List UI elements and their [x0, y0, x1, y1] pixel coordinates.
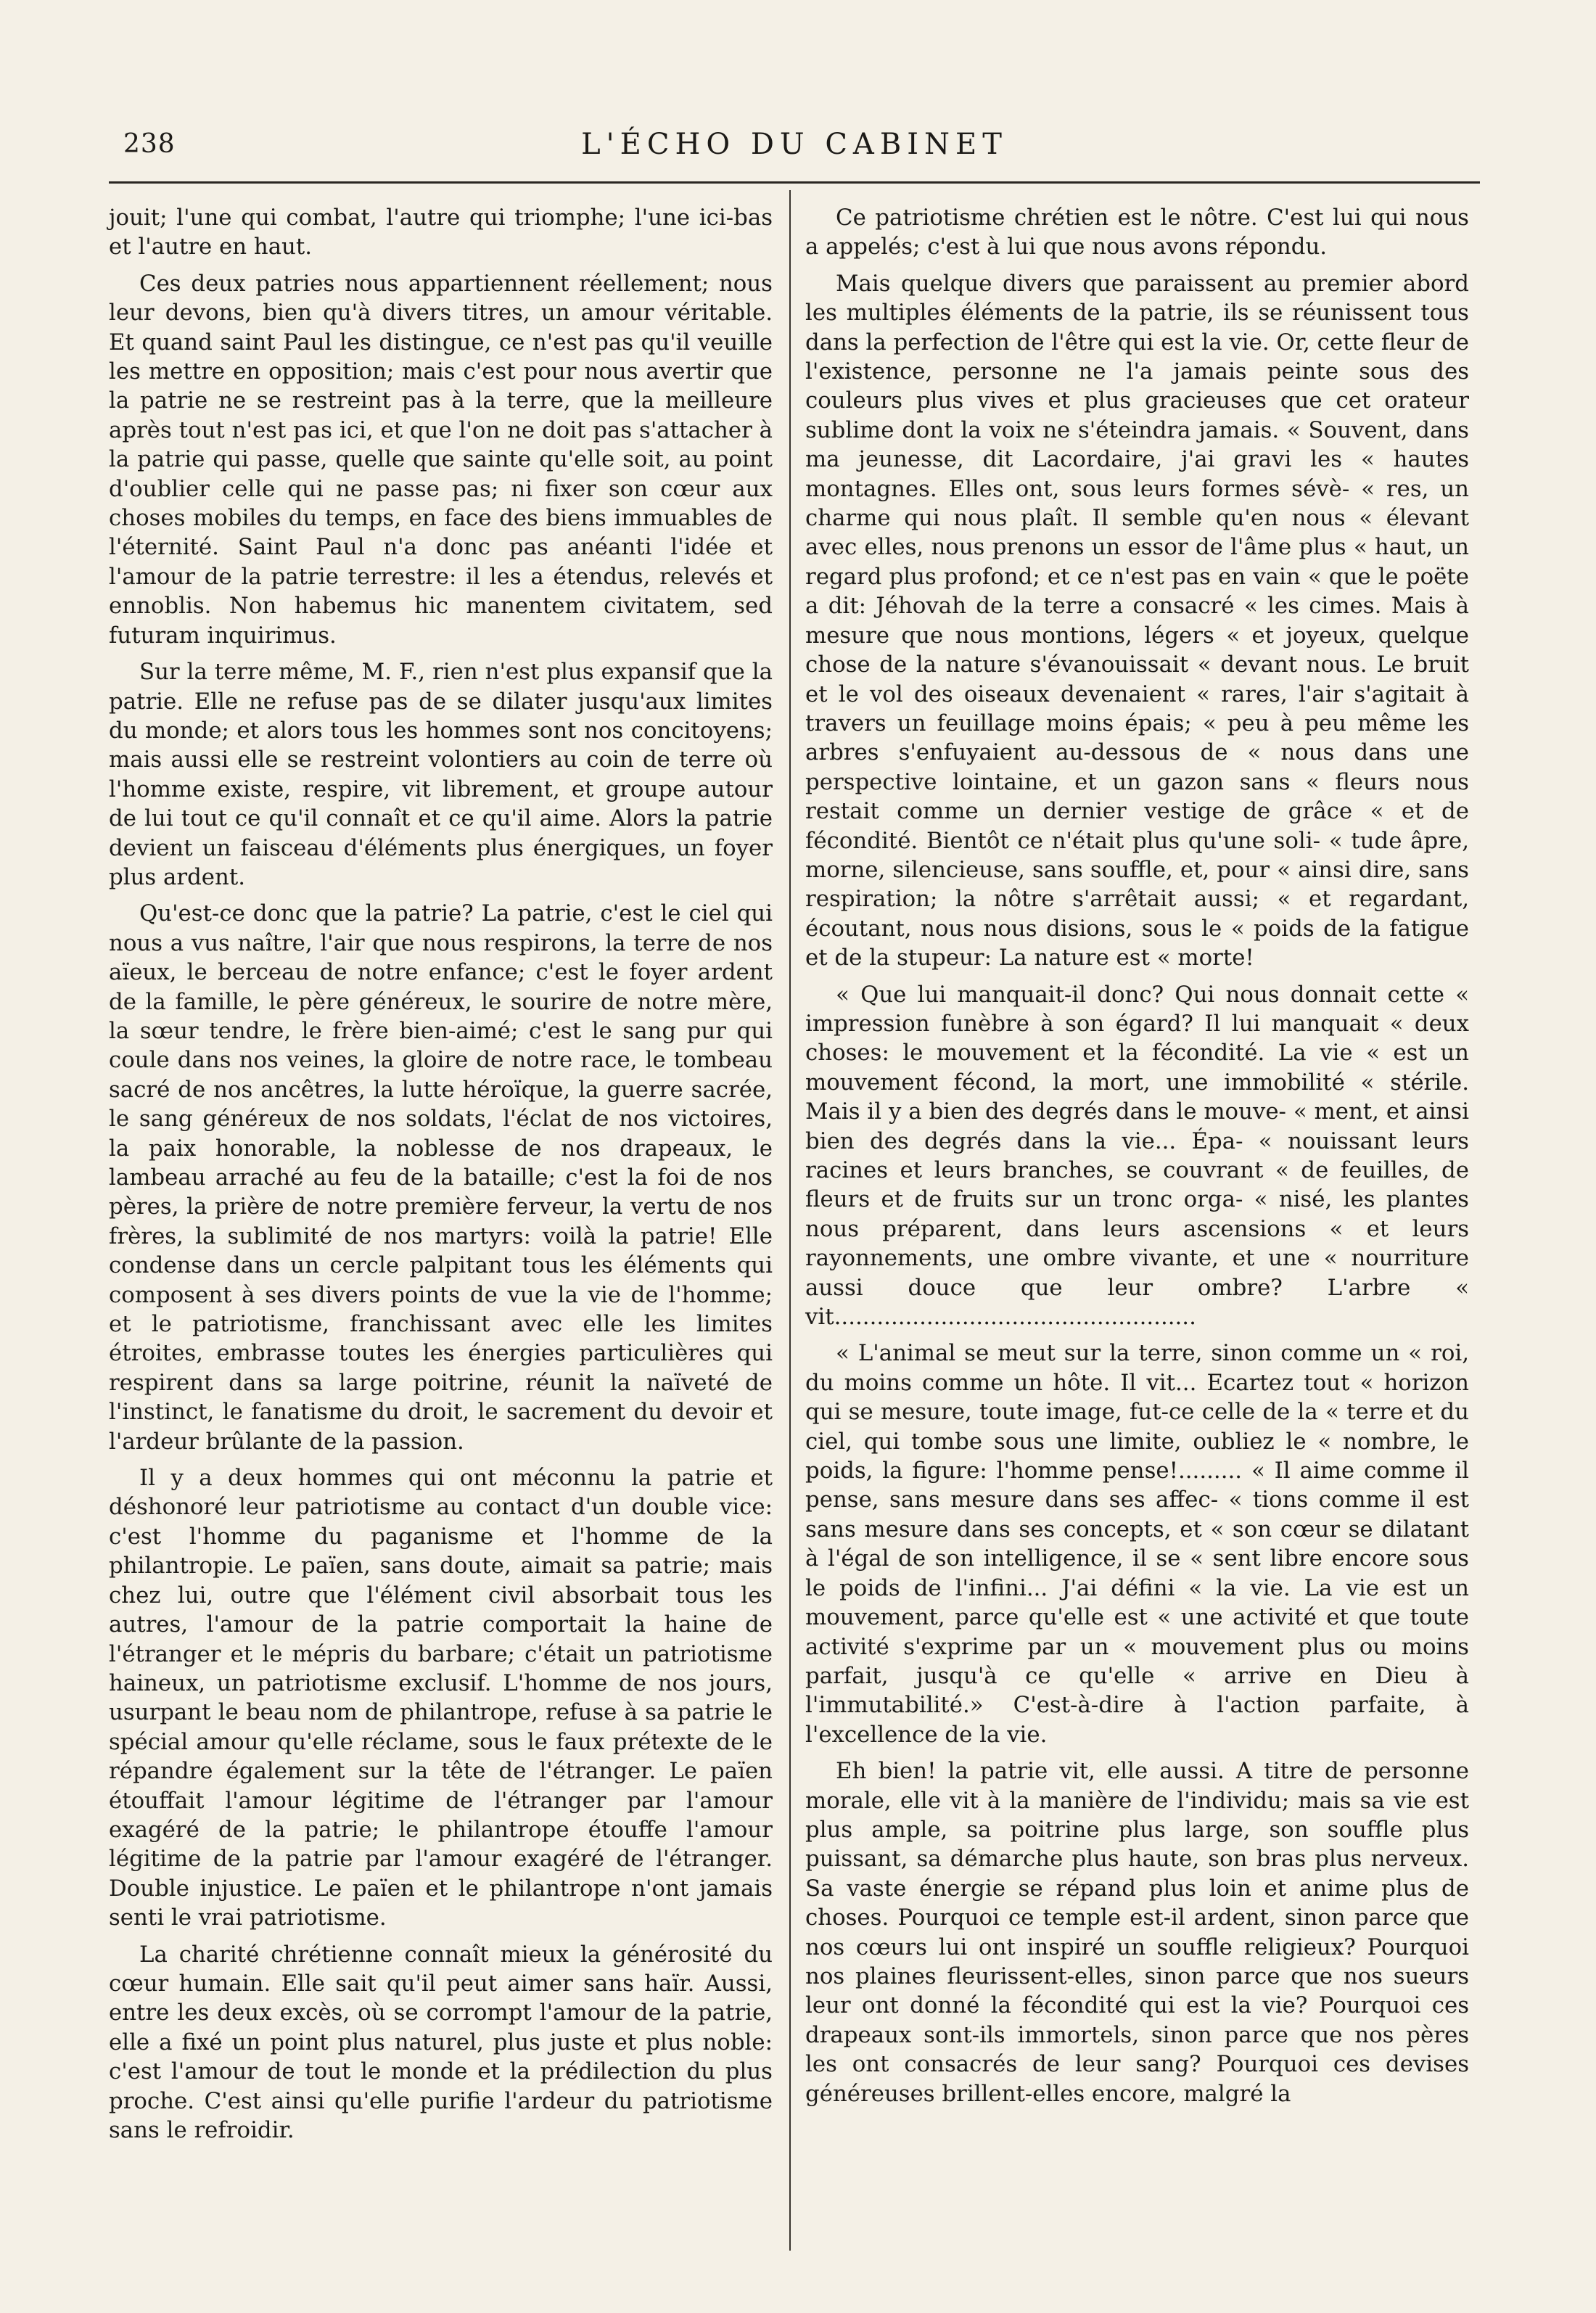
journal-title: L'ÉCHO DU CABINET [581, 128, 1008, 161]
paragraph: Mais quelque divers que paraissent au premier abord les multiples éléments de la patrie, ils se réunissent tous dans la perfection de l'être qui est la vie. Or, cette fleur de l'existence, personne ne l'a jamais peinte sous des couleurs plus vives et plus gracieuses que cet orateur sublime dont la voix ne s'éteindra jamais. « Souvent, dans ma jeunesse, dit Lacordaire, j'ai gravi les « hautes montagnes. Elles ont, sous leurs formes sévè- « res, un charme qui nous plaît. Il semble qu'en nous « élevant avec elles, nous prenons un essor de l'âme plus « haut, un regard plus profond; et ce n'est pas en vain « que le poëte a dit: Jéhovah de la terre a consacré « les cimes. Mais à mesure que nous montions, légers « et joyeux, quelque chose de la nature s'évanouissait « devant nous. Le bruit et le vol des oiseaux devenaient « rares, l'air s'agitait à travers un feuillage moins épais; « peu à peu même les arbres s'enfuyaient au-dessous de « nous dans une perspective lointaine, et un gazon sans « fleurs nous restait comme un dernier vestige de grâce « et de fécondité. Bientôt ce n'était plus qu'une soli- « tude âpre, morne, silencieuse, sans souffle, et, pour « ainsi dire, sans respiration; la nôtre s'arrêtait aussi; « et regardant, écoutant, nous nous disions, sous le « poids de la fatigue et de la stupeur: La nature est « morte! [805, 270, 1469, 971]
quote-paragraph: « L'animal se meut sur la terre, sinon comme un « roi, du moins comme un hôte. Il vit... Ecartez tout « horizon qui se mesure, toute image, fut-ce celle de la « terre et du ciel, qui tombe sous une limite, oubliez le « nombre, le poids, la figure: l'homme pense!......... « Il aime comme il pense, sans mesure dans ses affec- « tions comme il est sans mesure dans ses concepts, et « son cœur se dilatant à l'égal de son intelligence, il se « sent libre encore sous le poids de l'infini... J'ai défini « la vie. La vie est un mouvement, parce qu'elle est « une activité et que toute activité s'exprime par un « mouvement plus ou moins parfait, jusqu'à ce qu'elle « arrive en Dieu à l'immutabilité.» C'est-à-dire à l'action parfaite, à l'excellence de la vie. [805, 1340, 1469, 1748]
paragraph: Ces deux patries nous appartiennent réellement; nous leur devons, bien qu'à divers titres, un amour véritable. Et quand saint Paul les distingue, ce n'est pas qu'il veuille les mettre en opposition; mais c'est pour nous avertir que la patrie ne se restreint pas à la terre, que la meilleure après tout n'est pas ici, et que l'on ne doit pas s'attacher à la patrie qui passe, quelle que sainte qu'elle soit, au point d'oublier celle qui ne passe pas; ni fixer son cœur aux choses mobiles du temps, en face des biens immuables de l'éternité. Saint Paul n'a donc pas anéanti l'idée et l'amour de la patrie terrestre: il les a étendus, relevés et ennoblis. Non habemus hic manentem civitatem, sed futuram inquirimus. [109, 270, 773, 649]
paragraph: La charité chrétienne connaît mieux la générosité du cœur humain. Elle sait qu'il peut aimer sans haïr. Aussi, entre les deux excès, où se corrompt l'amour de la patrie, elle a fixé un point plus naturel, plus juste et plus noble: c'est l'amour de tout le monde et la prédilection du plus proche. C'est ainsi qu'elle purifie l'ardeur du patriotisme sans le refroidir. [109, 1941, 773, 2143]
header-rule [109, 181, 1480, 184]
quote-paragraph: « Que lui manquait-il donc? Qui nous donnait cette « impression funèbre à son égard? Il lui manquait « deux choses: le mouvement et la fécondité. La vie « est un mouvement fécond, la mort, une immobilité « stérile. Mais il y a bien des degrés dans le mouve- « ment, et ainsi bien des degrés dans la vie... Épa- « nouissant leurs racines et leurs branches, se couvrant « de feuilles, de fleurs et de fruits sur un tronc orga- « nisé, les plantes nous préparent, dans leurs ascensions « et leurs rayonnements, une ombre vivante, et une « nourriture aussi douce que leur ombre? L'arbre « vit................................................... [805, 981, 1469, 1331]
paragraph: Ce patriotisme chrétien est le nôtre. C'est lui qui nous a appelés; c'est à lui que nous avons répondu. [805, 205, 1469, 260]
paragraph: jouit; l'une qui combat, l'autre qui triomphe; l'une ici-bas et l'autre en haut. [109, 205, 773, 260]
left-column [109, 203, 773, 2152]
column-divider [789, 190, 791, 2251]
paragraph: Eh bien! la patrie vit, elle aussi. A titre de personne morale, elle vit à la manière de l'individu; mais sa vie est plus ample, sa poitrine plus large, son souffle plus puissant, sa démarche plus haute, son bras plus nerveux. Sa vaste énergie se répand plus loin et anime plus de choses. Pourquoi ce temple est-il ardent, sinon parce que nos cœurs lui ont inspiré un souffle religieux? Pourquoi nos plaines fleurissent-elles, sinon parce que nos sueurs leur ont donné la fécondité qui est la vie? Pourquoi ces drapeaux sont-ils immortels, sinon parce que nos pères les ont consacrés de leur sang? Pourquoi ces devises généreuses brillent-elles encore, malgré la [805, 1758, 1469, 2107]
paragraph: Sur la terre même, M. F., rien n'est plus expansif que la patrie. Elle ne refuse pas de se dilater jusqu'aux limites du monde; et alors tous les hommes sont nos concitoyens; mais aussi elle se restreint volontiers au coin de terre où l'homme existe, respire, vit librement, et groupe autour de lui tout ce qu'il connaît et ce qu'il aime. Alors la patrie devient un faisceau d'éléments plus énergiques, un foyer plus ardent. [109, 659, 773, 890]
right-column [805, 203, 1469, 2116]
page-number: 238 [123, 129, 176, 159]
paragraph: Il y a deux hommes qui ont méconnu la patrie et déshonoré leur patriotisme au contact d'un double vice: c'est l'homme du paganisme et l'homme de la philantropie. Le païen, sans doute, aimait sa patrie; mais chez lui, outre que l'élément civil absorbait tous les autres, l'amour de la patrie comportait la haine de l'étranger et le mépris du barbare; c'était un patriotisme haineux, un patriotisme exclusif. L'homme de nos jours, usurpant le beau nom de philantrope, refuse à sa patrie le spécial amour qu'elle réclame, sous le faux prétexte de le répandre également sur la tête de l'étranger. Le païen étouffait l'amour légitime de l'étranger par l'amour exagéré de la patrie; le philantrope étouffe l'amour légitime de la patrie par l'amour exagéré de l'étranger. Double injustice. Le païen et le philantrope n'ont jamais senti le vrai patriotisme. [109, 1465, 773, 1931]
page-header [109, 125, 1480, 168]
paragraph: Qu'est-ce donc que la patrie? La patrie, c'est le ciel qui nous a vus naître, l'air que nous respirons, la terre de nos aïeux, le berceau de notre enfance; c'est le foyer ardent de la famille, le père généreux, le sourire de notre mère, la sœur tendre, le frère bien-aimé; c'est le sang pur qui coule dans nos veines, la gloire de notre race, le tombeau sacré de nos ancêtres, la lutte héroïque, la guerre sacrée, le sang généreux de nos soldats, l'éclat de nos victoires, la paix honorable, la noblesse de nos drapeaux, le lambeau arraché au feu de la bataille; c'est la foi de nos pères, la prière de notre première ferveur, la vertu de nos frères, la sublimité de nos martyrs: voilà la patrie! Elle condense dans un cercle palpitant tous les éléments qui composent à ses divers points de vue la vie de l'homme; et le patriotisme, franchissant avec elle les limites étroites, embrasse toutes les énergies particulières qui respirent dans sa large poitrine, réunit la naïveté de l'instinct, le fanatisme du droit, le sacrement du devoir et l'ardeur brûlante de la passion. [109, 900, 773, 1455]
